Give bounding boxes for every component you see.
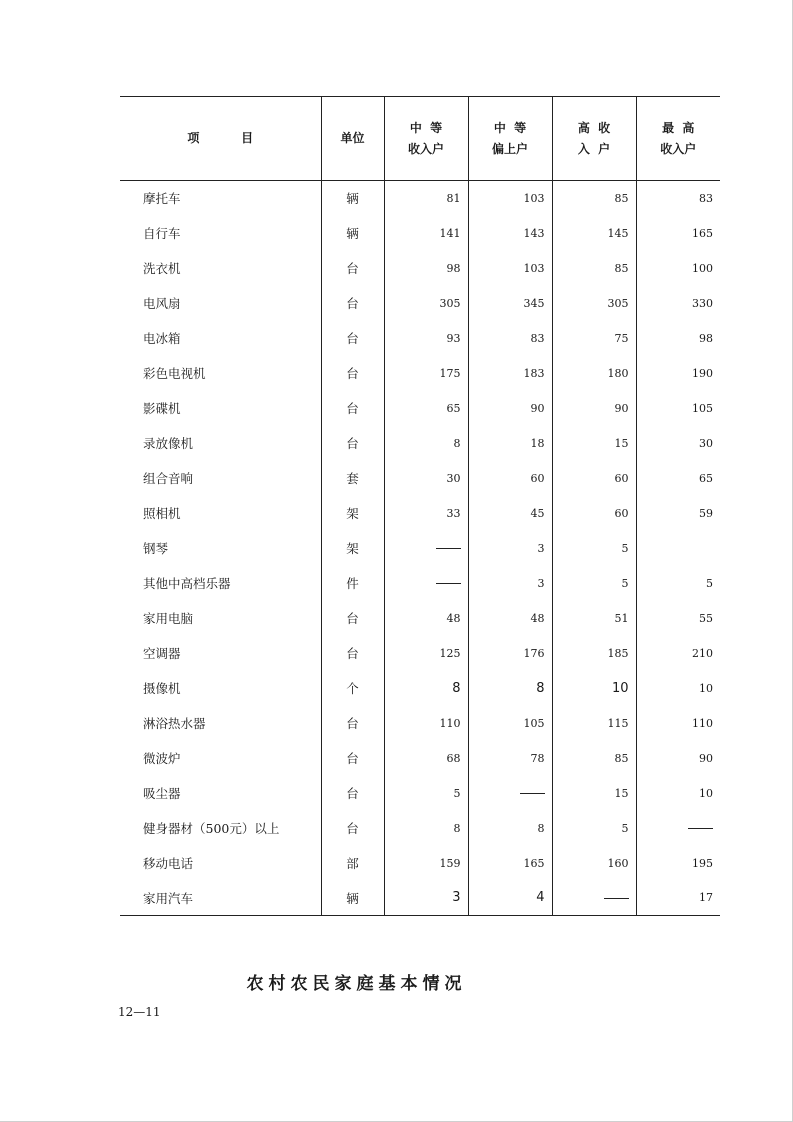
cell-middle: 48: [384, 601, 468, 636]
table-row: [120, 601, 720, 636]
cell-middle: 305: [384, 286, 468, 321]
dash-mark: [604, 898, 629, 899]
header-item-label: 项 目: [187, 131, 254, 145]
header-highest-income: [636, 97, 720, 181]
header-item: [120, 97, 321, 181]
table-header: [120, 97, 720, 181]
header-upper-middle-income: [468, 97, 552, 181]
cell-middle: 3: [384, 881, 468, 916]
row-item-name: 其他中高档乐器: [143, 576, 231, 591]
cell-upper-middle: 45: [468, 496, 552, 531]
cell-highest: 30: [636, 426, 720, 461]
cell-highest: 10: [636, 671, 720, 706]
row-item-name: 吸尘器: [143, 786, 181, 801]
cell-middle: 125: [384, 636, 468, 671]
row-item-name: 录放像机: [143, 436, 194, 451]
table-row: [120, 356, 720, 391]
cell-upper-middle: 143: [468, 216, 552, 251]
cell-upper-middle: 345: [468, 286, 552, 321]
cell-highest: 10: [636, 776, 720, 811]
cell-highest: 195: [636, 846, 720, 881]
section-title: 农村农民家庭基本情况: [246, 974, 467, 994]
cell-upper-middle: 103: [468, 181, 552, 216]
cell-middle: 8: [384, 811, 468, 846]
cell-highest: [636, 811, 720, 846]
row-unit: 台: [321, 601, 384, 636]
cell-highest: 190: [636, 356, 720, 391]
header-high-income: [552, 97, 636, 181]
row-item-name: 空调器: [143, 646, 181, 661]
header-row: [120, 97, 720, 181]
table-row: [120, 181, 720, 216]
table-row: [120, 216, 720, 251]
table-row: [120, 636, 720, 671]
table-row: [120, 811, 720, 846]
header-unit-label: 单位: [340, 131, 365, 145]
cell-high: 115: [552, 706, 636, 741]
cell-middle: 110: [384, 706, 468, 741]
table-row: [120, 706, 720, 741]
table-row: [120, 391, 720, 426]
row-item-name: 家用电脑: [143, 611, 194, 626]
cell-high: 60: [552, 461, 636, 496]
header-highest-line1: 最 高: [662, 120, 695, 135]
row-unit: 台: [321, 321, 384, 356]
cell-middle: 141: [384, 216, 468, 251]
row-unit: 台: [321, 391, 384, 426]
row-item-name: 淋浴热水器: [143, 716, 206, 731]
cell-high: 10: [552, 671, 636, 706]
cell-highest: 55: [636, 601, 720, 636]
cell-highest: 210: [636, 636, 720, 671]
row-unit: 架: [321, 531, 384, 566]
row-item-name: 钢琴: [143, 541, 169, 556]
row-unit: 辆: [321, 881, 384, 916]
cell-middle: 8: [384, 671, 468, 706]
cell-high: 5: [552, 566, 636, 601]
cell-middle: 65: [384, 391, 468, 426]
cell-high: 85: [552, 181, 636, 216]
table-row: [120, 566, 720, 601]
cell-high: 185: [552, 636, 636, 671]
table-row: [120, 286, 720, 321]
cell-high: 51: [552, 601, 636, 636]
cell-high: 305: [552, 286, 636, 321]
row-unit: 部: [321, 846, 384, 881]
cell-highest: 17: [636, 881, 720, 916]
row-item-name: 照相机: [143, 506, 181, 521]
row-unit: 台: [321, 286, 384, 321]
table-row: [120, 776, 720, 811]
table-row: [120, 846, 720, 881]
row-item-name: 移动电话: [143, 856, 194, 871]
row-item-name: 微波炉: [143, 751, 181, 766]
cell-high: 15: [552, 776, 636, 811]
cell-high: 160: [552, 846, 636, 881]
cell-middle: 159: [384, 846, 468, 881]
table-row: [120, 881, 720, 916]
cell-middle: 68: [384, 741, 468, 776]
row-unit: 台: [321, 776, 384, 811]
header-middle-line2: 收入户: [407, 141, 444, 156]
cell-highest: [636, 531, 720, 566]
row-unit: 台: [321, 811, 384, 846]
cell-highest: 83: [636, 181, 720, 216]
table-row: [120, 531, 720, 566]
dash-mark: [436, 583, 461, 584]
cell-high: 5: [552, 811, 636, 846]
header-upper-middle-line1: 中 等: [493, 120, 527, 135]
cell-highest: 65: [636, 461, 720, 496]
cell-middle: [384, 566, 468, 601]
cell-upper-middle: 4: [468, 881, 552, 916]
table-row: [120, 251, 720, 286]
row-item-name: 电风扇: [143, 296, 181, 311]
row-unit: 辆: [321, 216, 384, 251]
row-item-name: 自行车: [143, 226, 181, 241]
cell-high: 180: [552, 356, 636, 391]
household-goods-table: [120, 96, 720, 916]
header-highest-line2: 收入户: [660, 141, 697, 156]
table-row: [120, 671, 720, 706]
cell-upper-middle: 103: [468, 251, 552, 286]
cell-middle: 93: [384, 321, 468, 356]
cell-highest: 165: [636, 216, 720, 251]
cell-upper-middle: 78: [468, 741, 552, 776]
cell-high: 60: [552, 496, 636, 531]
cell-middle: 8: [384, 426, 468, 461]
cell-high: 90: [552, 391, 636, 426]
cell-high: 85: [552, 741, 636, 776]
dash-mark: [436, 548, 461, 549]
row-unit: 件: [321, 566, 384, 601]
cell-high: [552, 881, 636, 916]
cell-high: 15: [552, 426, 636, 461]
row-unit: 台: [321, 356, 384, 391]
cell-upper-middle: 3: [468, 566, 552, 601]
cell-highest: 5: [636, 566, 720, 601]
row-item-name: 组合音响: [143, 471, 194, 486]
cell-middle: 175: [384, 356, 468, 391]
cell-upper-middle: 48: [468, 601, 552, 636]
header-middle-income: [384, 97, 468, 181]
cell-highest: 110: [636, 706, 720, 741]
row-item-name: 洗衣机: [143, 261, 181, 276]
dash-mark: [688, 828, 713, 829]
row-item-name: 健身器材（500元）以上: [143, 821, 280, 836]
cell-middle: 5: [384, 776, 468, 811]
cell-upper-middle: 90: [468, 391, 552, 426]
table-body: [120, 181, 720, 916]
table-row: [120, 496, 720, 531]
header-middle-line1: 中 等: [409, 120, 443, 135]
cell-upper-middle: 3: [468, 531, 552, 566]
row-unit: 架: [321, 496, 384, 531]
row-item-name: 电冰箱: [143, 331, 181, 346]
cell-high: 85: [552, 251, 636, 286]
cell-upper-middle: 18: [468, 426, 552, 461]
table-row: [120, 741, 720, 776]
cell-highest: 100: [636, 251, 720, 286]
row-item-name: 家用汽车: [120, 881, 321, 916]
household-goods-table-container: [120, 96, 720, 916]
row-unit: 台: [321, 426, 384, 461]
cell-middle: 98: [384, 251, 468, 286]
cell-highest: 330: [636, 286, 720, 321]
header-high-line1: 高 收: [577, 120, 611, 135]
row-unit: 台: [321, 251, 384, 286]
header-high-line2: 入 户: [577, 141, 611, 156]
row-item-name: 彩色电视机: [143, 366, 206, 381]
row-unit: 台: [321, 706, 384, 741]
cell-upper-middle: [468, 776, 552, 811]
dash-mark: [520, 793, 545, 794]
cell-upper-middle: 183: [468, 356, 552, 391]
row-item-name: 影碟机: [143, 401, 181, 416]
row-item-name: 摄像机: [143, 681, 181, 696]
row-unit: 辆: [321, 181, 384, 216]
header-unit: [321, 97, 384, 181]
cell-highest: 90: [636, 741, 720, 776]
cell-middle: 30: [384, 461, 468, 496]
cell-upper-middle: 83: [468, 321, 552, 356]
cell-high: 5: [552, 531, 636, 566]
cell-highest: 105: [636, 391, 720, 426]
cell-upper-middle: 8: [468, 671, 552, 706]
cell-middle: 81: [384, 181, 468, 216]
table-row: [120, 461, 720, 496]
row-unit: 个: [321, 671, 384, 706]
table-row: [120, 321, 720, 356]
cell-upper-middle: 105: [468, 706, 552, 741]
cell-middle: 33: [384, 496, 468, 531]
cell-highest: 98: [636, 321, 720, 356]
table-row: [120, 426, 720, 461]
page-number: 12—11: [118, 1005, 161, 1019]
cell-highest: 59: [636, 496, 720, 531]
cell-high: 75: [552, 321, 636, 356]
row-unit: 台: [321, 741, 384, 776]
cell-upper-middle: 165: [468, 846, 552, 881]
cell-upper-middle: 176: [468, 636, 552, 671]
row-unit: 套: [321, 461, 384, 496]
cell-high: 145: [552, 216, 636, 251]
cell-middle: [384, 531, 468, 566]
header-upper-middle-line2: 偏上户: [491, 141, 528, 156]
row-item-name: 摩托车: [143, 191, 181, 207]
cell-upper-middle: 8: [468, 811, 552, 846]
cell-upper-middle: 60: [468, 461, 552, 496]
row-unit: 台: [321, 636, 384, 671]
